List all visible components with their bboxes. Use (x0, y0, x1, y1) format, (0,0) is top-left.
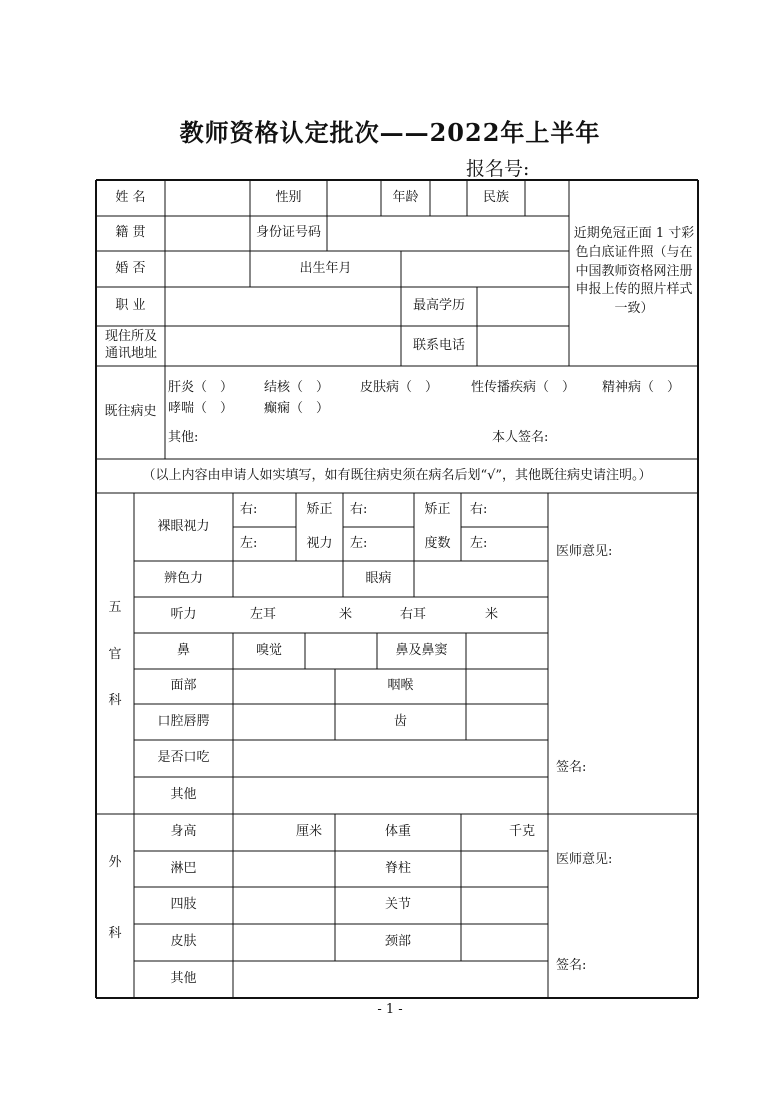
history-item-mental: 精神病（ ） (602, 379, 681, 395)
id-number-label: 身份证号码 (255, 225, 321, 241)
phone-label: 联系电话 (412, 337, 465, 353)
surgery-doctor-opinion-label: 医师意见: (556, 851, 613, 867)
surgery-section-label (96, 855, 134, 943)
corrected-right-label: 右: (350, 501, 368, 517)
weight-unit: 千克 (509, 824, 536, 840)
native-place-label: 籍 贯 (115, 225, 146, 241)
gender-label: 性别 (275, 189, 302, 205)
history-label: 既往病史 (104, 404, 157, 420)
teeth-label: 齿 (393, 713, 407, 729)
corrected-vision-label-1: 矫正 (306, 501, 333, 517)
naked-vision-label: 裸眼视力 (157, 518, 210, 534)
nose-label: 鼻 (176, 642, 190, 658)
smell-label: 嗅觉 (255, 642, 282, 658)
left-ear-unit: 米 (339, 606, 353, 622)
surgery-other-label: 其他 (170, 971, 197, 987)
surgery-label-char-1: 外 (108, 855, 122, 870)
spine-label: 脊柱 (384, 860, 411, 876)
birth-label: 出生年月 (299, 260, 352, 276)
vision-left-label: 左: (240, 535, 258, 551)
history-item-skin-disease: 皮肤病（ ） (360, 379, 439, 395)
correction-degree-label-2: 度数 (424, 535, 451, 551)
right-ear-label: 右耳 (400, 606, 427, 622)
mouth-label: 口腔唇腭 (157, 713, 210, 729)
applicant-signature-label: 本人签名: (492, 429, 549, 445)
sinus-label: 鼻及鼻窦 (395, 642, 448, 658)
face-label: 面部 (170, 678, 197, 694)
right-ear-unit: 米 (485, 606, 499, 622)
address-label: 现住所及通讯地址 (104, 329, 157, 361)
page-title: 教师资格认定批次——2022年上半年 (179, 118, 601, 147)
ethnicity-label: 民族 (482, 189, 509, 205)
correction-degree-label-1: 矫正 (424, 501, 451, 517)
height-label: 身高 (170, 824, 197, 840)
history-item-epilepsy: 癫痫（ ） (264, 400, 330, 416)
history-other-label: 其他: (168, 429, 199, 445)
ent-section-label (96, 600, 134, 710)
occupation-label: 职 业 (115, 298, 146, 314)
history-item-hepatitis: 肝炎（ ） (168, 379, 234, 395)
corrected-vision-label-2: 视力 (306, 535, 333, 551)
surgery-signature-label: 签名: (556, 957, 587, 973)
eye-disease-label: 眼病 (365, 570, 392, 586)
history-item-asthma: 哮喘（ ） (168, 400, 234, 416)
degree-right-label: 右: (470, 501, 488, 517)
skin-label: 皮肤 (170, 934, 197, 950)
marital-label: 婚 否 (115, 260, 146, 276)
throat-label: 咽喉 (387, 678, 414, 694)
vision-right-label: 右: (240, 501, 258, 517)
corrected-left-label: 左: (350, 535, 368, 551)
hearing-label: 听力 (170, 606, 197, 622)
registration-number-label: 报名号: (466, 158, 530, 180)
photo-placeholder: 近期免冠正面 1 寸彩色白底证件照（与在中国教师资格网注册申报上传的照片样式一致） (573, 225, 695, 317)
ent-doctor-opinion-label: 医师意见: (556, 543, 613, 559)
height-unit: 厘米 (296, 824, 323, 840)
weight-label: 体重 (384, 824, 411, 840)
ent-label-char-2: 官 (108, 646, 122, 662)
neck-label: 颈部 (384, 934, 411, 950)
page-number: - 1 - (377, 1002, 403, 1017)
ent-label-char-3: 科 (108, 693, 122, 709)
surgery-label-char-2: 科 (108, 926, 122, 942)
ent-label-char-1: 五 (108, 600, 122, 615)
stutter-label: 是否口吃 (157, 750, 210, 766)
lymph-label: 淋巴 (170, 860, 197, 876)
history-note: （以上内容由申请人如实填写，如有既往病史须在病名后划“√”，其他既往病史请注明。） (142, 467, 652, 483)
degree-left-label: 左: (470, 535, 488, 551)
left-ear-label: 左耳 (250, 606, 277, 622)
name-label: 姓 名 (115, 189, 146, 205)
history-item-tuberculosis: 结核（ ） (264, 379, 330, 395)
ent-signature-label: 签名: (556, 759, 587, 775)
ent-other-label: 其他 (170, 787, 197, 803)
color-vision-label: 辨色力 (163, 570, 203, 586)
limbs-label: 四肢 (170, 897, 197, 913)
history-item-std: 性传播疾病（ ） (471, 379, 576, 395)
education-label: 最高学历 (412, 298, 465, 314)
joints-label: 关节 (384, 897, 411, 913)
age-label: 年龄 (392, 189, 419, 205)
